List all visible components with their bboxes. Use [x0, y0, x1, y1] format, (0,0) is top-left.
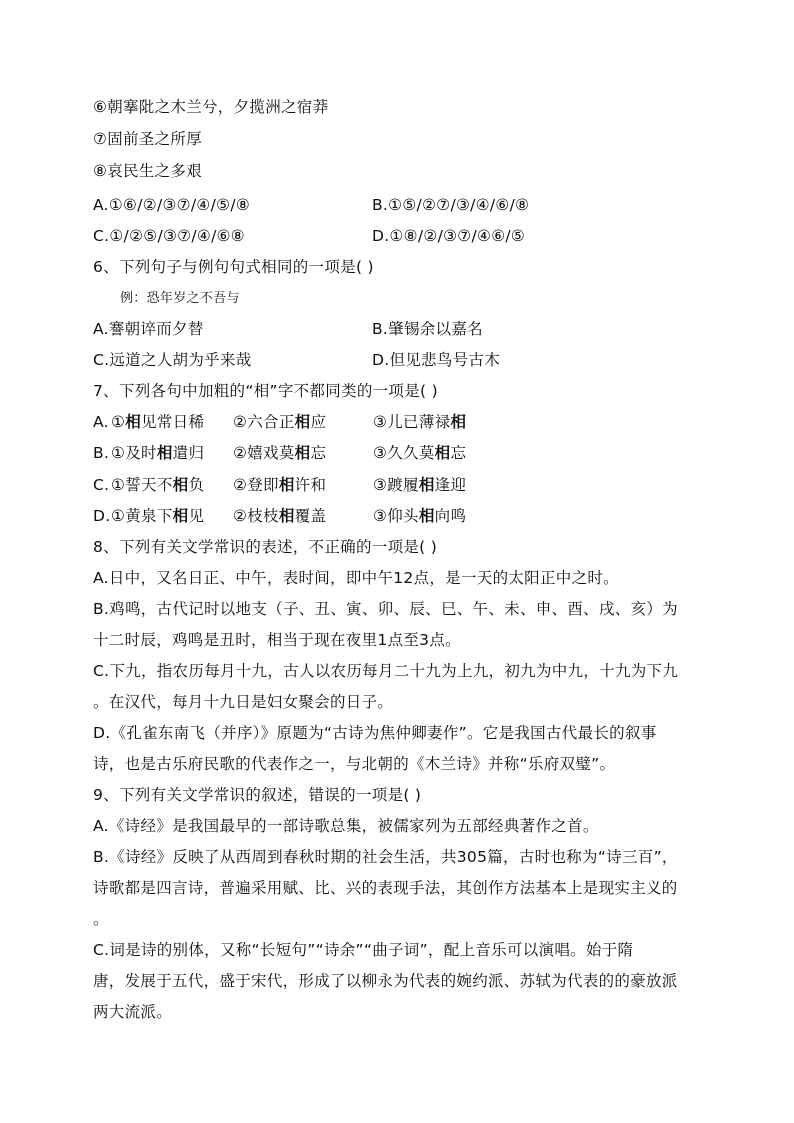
q9-option-b-cont: 。 — [93, 910, 109, 928]
q7-option-label: C. — [93, 476, 110, 494]
q7-item: ①黄泉下相见 — [111, 507, 205, 525]
q9-option-b[interactable]: B.《诗经》反映了从西周到春秋时期的社会生活，共305篇，古时也称为“诗三百”， — [93, 848, 678, 866]
q8-option-a[interactable]: A.日中，又名日正、中午，表时间，即中午12点，是一天的太阳正中之时。 — [93, 569, 619, 587]
q6-example: 例：恐年岁之不吾与 — [120, 291, 240, 306]
q7-item: ①相见常日稀 — [111, 413, 205, 431]
q6-option-d[interactable]: D.但见悲鸟号古木 — [372, 351, 501, 369]
q7-item: ③仰头相向鸣 — [373, 507, 467, 525]
q7-option-label: B. — [93, 444, 110, 462]
q8-option-c[interactable]: C.下九，指农历每月十九，古人以农历每月二十九为上九，初九为中九，十九为下九 — [93, 662, 679, 680]
q7-item: ③久久莫相忘 — [373, 444, 467, 462]
q9-option-b-cont: 诗歌都是四言诗，普遍采用赋、比、兴的表现手法，其创作方法基本上是现实主义的 — [93, 879, 678, 897]
q5-option-a[interactable]: A.①⑥/②/③⑦/④/⑤/⑧ — [93, 196, 251, 214]
q7-option-label: A. — [93, 413, 109, 431]
q8-option-c-cont: 。在汉代，每月十九日是妇女聚会的日子。 — [93, 693, 394, 711]
q5-item-7: ⑦固前圣之所厚 — [93, 130, 202, 148]
q8-option-d-cont: 诗，也是古乐府民歌的代表作之一，与北朝的《木兰诗》并称“乐府双璧”。 — [93, 755, 616, 773]
q9-option-c-cont: 唐，发展于五代，盛于宋代，形成了以柳永为代表的婉约派、苏轼为代表的的豪放派 — [93, 972, 678, 990]
q7-item: ③儿已薄禄相 — [373, 413, 467, 431]
q7-question: 7、下列各句中加粗的“相”字不都同类的一项是( ) — [93, 382, 438, 400]
q5-option-d[interactable]: D.①⑧/②/③⑦/④⑥/⑤ — [372, 227, 526, 245]
q7-item: ①誓天不相负 — [111, 476, 205, 494]
q6-option-c[interactable]: C.远道之人胡为乎来哉 — [93, 351, 252, 369]
q8-question: 8、下列有关文学常识的表述，不正确的一项是( ) — [93, 538, 438, 556]
q8-option-b[interactable]: B.鸡鸣，古代记时以地支（子、丑、寅、卯、辰、巳、午、未、申、酉、戌、亥）为 — [93, 600, 678, 618]
q6-question: 6、下列句子与例句句式相同的一项是( ) — [93, 258, 374, 276]
q8-option-d[interactable]: D.《孔雀东南飞（并序）》原题为“古诗为焦仲卿妻作”。它是我国古代最长的叙事 — [93, 724, 657, 742]
q7-option-label: D. — [93, 507, 111, 525]
q7-item: ③踱履相逢迎 — [373, 476, 467, 494]
q5-option-b[interactable]: B.①⑤/②⑦/③/④/⑥/⑧ — [372, 196, 530, 214]
q7-item: ②登即相许和 — [233, 476, 327, 494]
q6-option-a[interactable]: A.謇朝谇而夕替 — [93, 320, 204, 338]
q7-item: ②嬉戏莫相忘 — [233, 444, 327, 462]
q9-option-a[interactable]: A.《诗经》是我国最早的一部诗歌总集，被儒家列为五部经典著作之首。 — [93, 817, 599, 835]
q5-item-8: ⑧哀民生之多艰 — [93, 162, 202, 180]
q8-option-b-cont: 十二时辰，鸡鸣是丑时，相当于现在夜里1点至3点。 — [93, 631, 461, 649]
q7-item: ①及时相遣归 — [111, 444, 205, 462]
q9-option-c-cont: 两大流派。 — [93, 1003, 173, 1021]
q9-question: 9、下列有关文学常识的叙述，错误的一项是( ) — [93, 786, 422, 804]
q9-option-c[interactable]: C.词是诗的别体，又称“长短句”“诗余”“曲子词”，配上音乐可以演唱。始于隋 — [93, 941, 634, 959]
q5-item-6: ⑥朝搴阰之木兰兮，夕揽洲之宿莽 — [93, 98, 329, 116]
q7-item: ②六合正相应 — [233, 413, 327, 431]
q6-option-b[interactable]: B.肇锡余以嘉名 — [372, 320, 483, 338]
q5-option-c[interactable]: C.①/②⑤/③⑦/④/⑥⑧ — [93, 227, 246, 245]
q7-item: ②枝枝相覆盖 — [233, 507, 327, 525]
